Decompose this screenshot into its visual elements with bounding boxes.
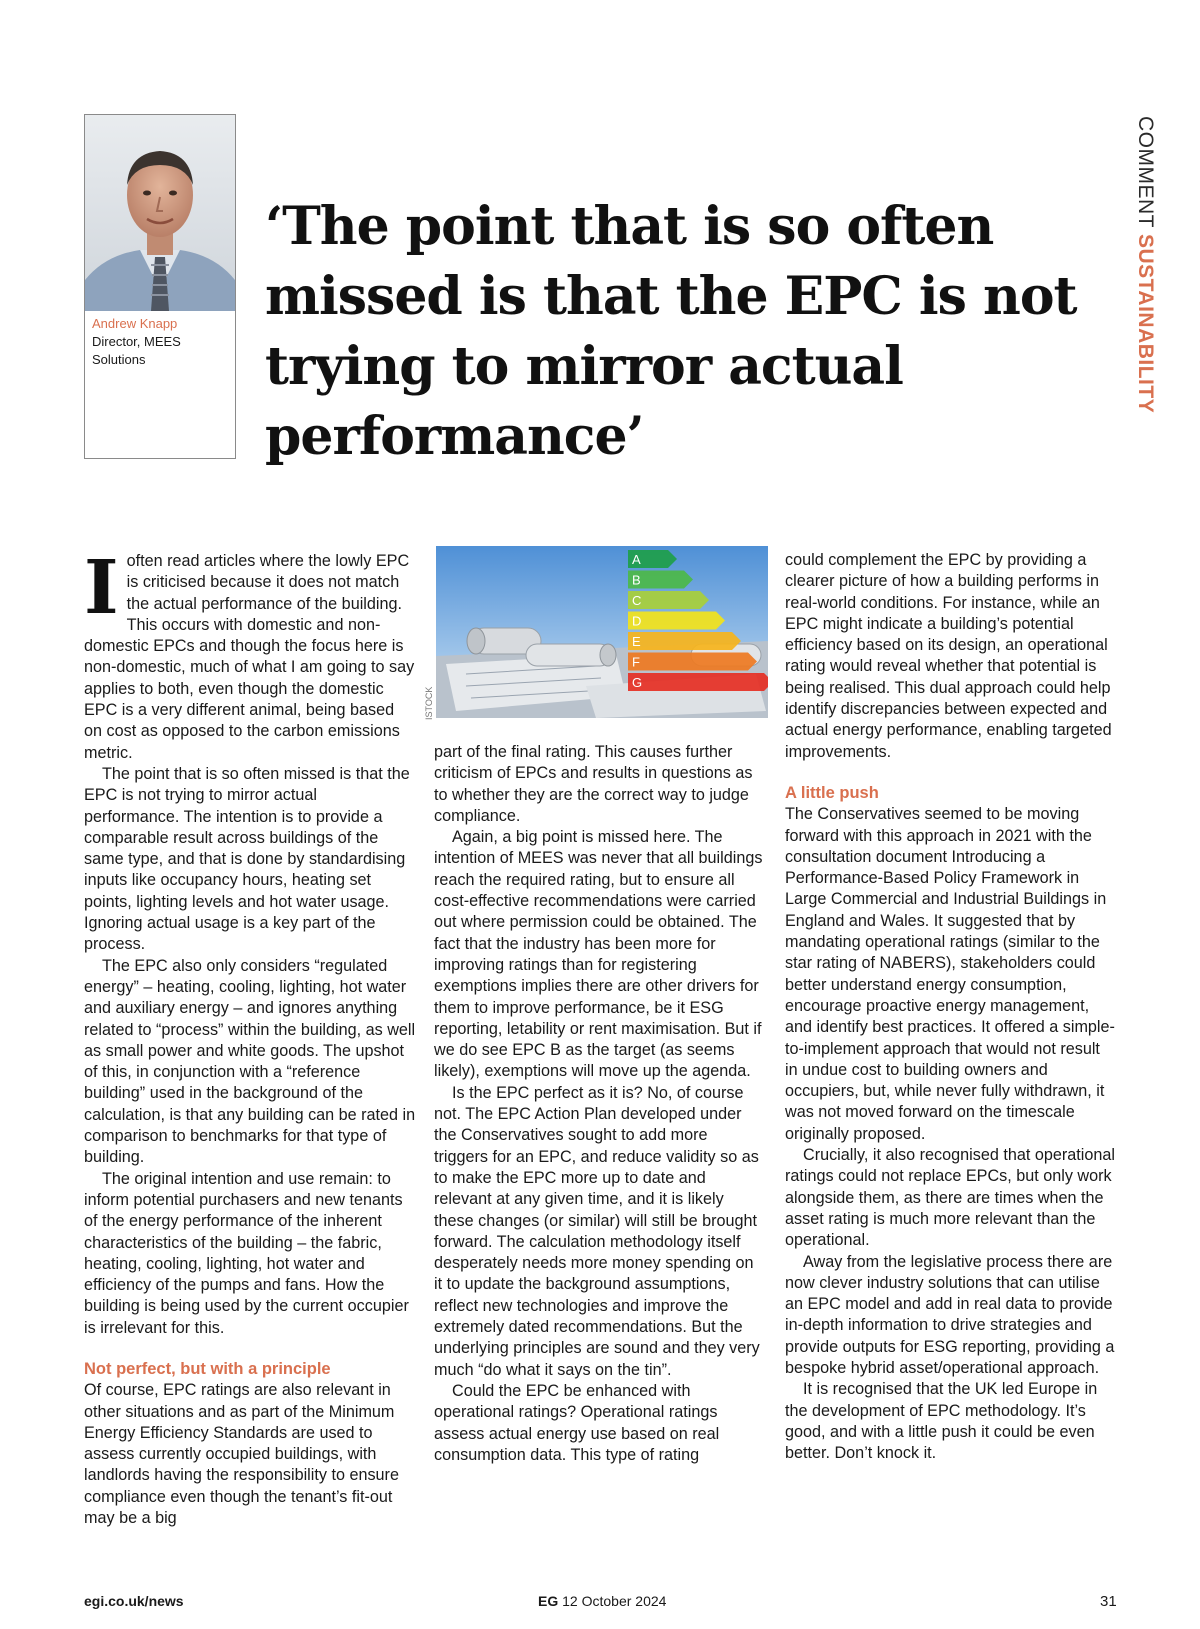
epc-bar-label-g: G: [632, 675, 643, 690]
paragraph: The original intention and use remain: to inform potential purchasers and new tenants of the energy performance of the inherent characteristics of the building – the fabric, heating, cooling, lighting, hot water and efficiency of the pumps and fans. How the building is being used by the current occupier is irrelevant for this.: [84, 1169, 409, 1337]
author-portrait: [85, 115, 235, 311]
drop-cap: I: [84, 545, 119, 631]
headline: ‘The point that is so often missed is that the EPC is not trying to mirror actual performance’: [265, 196, 1077, 467]
subheading: Not perfect, but with a principle: [84, 1359, 331, 1378]
article-column-2: [434, 742, 766, 1466]
footer-publication: EG: [538, 1593, 559, 1609]
epc-bar-label-e: E: [632, 634, 641, 649]
epc-bar-label-a: A: [632, 552, 641, 567]
section-tag: [1130, 116, 1160, 416]
epc-label-bars: [436, 546, 768, 718]
page-number: 31: [1100, 1593, 1117, 1610]
author-role: Director, MEES Solutions: [92, 334, 181, 367]
paragraph: Could the EPC be enhanced with operational ratings? Operational ratings assess actual energy use based on real consumption data. This type of rating: [434, 1381, 720, 1464]
article-photo: [436, 546, 768, 718]
paragraph: part of the final rating. This causes further criticism of EPCs and results in questions as to whether they are the correct way to judge compliance.: [434, 743, 753, 825]
photo-credit: [423, 680, 435, 720]
paragraph: The Conservatives seemed to be moving forward with this approach in 2021 with the consultation document Introducing a Performance-Based Policy Framework in Large Commercial and Industrial Buildings in England and Wales. It suggested that by mandating operational ratings (similar to the star rating of NABERS), stakeholders could better understand energy consumption, encourage proactive energy management, and identify best practices. It offered a simple-to-implement approach that would not result in undue cost to building owners and occupiers, but, while never fully withdrawn, it was not moved forward on the timescale originally proposed.: [785, 805, 1115, 1143]
footer-date: 12 October 2024: [562, 1593, 667, 1609]
article-column-3: [785, 550, 1117, 1464]
subheading: A little push: [785, 783, 879, 802]
epc-bar-d: [628, 612, 725, 630]
paragraph: Away from the legislative process there are now clever industry solutions that can utilise an EPC model and add in real data to provide in-depth information to drive strategies and provide outputs for ESG reporting, providing a bespoke hybrid asset/operational approach.: [785, 1252, 1115, 1377]
paragraph: It is recognised that the UK led Europe in the development of EPC methodology. It’s good, and with a little push it could be even better. Don’t knock it.: [785, 1380, 1098, 1463]
paragraph: The EPC also only considers “regulated energy” – heating, cooling, lighting, hot water and auxiliary energy – and ignores anything related to “process” within the building, as well as small power and white goods. The upshot of this, in conjunction with a “reference building” used in the background of the calculation, is that any building can be rated in comparison to benchmarks for that type of building.: [84, 956, 416, 1167]
epc-bar-label-c: C: [632, 593, 642, 608]
epc-bar-e: [628, 632, 741, 650]
epc-bar-label-f: F: [632, 654, 640, 670]
photo-credit-text: ISTOCK: [424, 686, 434, 720]
epc-bar-f: [628, 653, 757, 671]
paragraph: Of course, EPC ratings are also relevant in other situations and as part of the Minimum Energy Efficiency Standards are used to assess currently occupied buildings, with landlords having the responsibility to ensure compliance even though the tenant’s fit-out may be a big: [84, 1381, 399, 1528]
footer-url: egi.co.uk/news: [84, 1593, 184, 1609]
portrait-image: [85, 115, 235, 311]
epc-bar-label-b: B: [632, 572, 641, 588]
paragraph: The point that is so often missed is that the EPC is not trying to mirror actual performance. The intention is to provide a comparable result across buildings of the same type, and that is done by standardising inputs like occupancy hours, heating set points, lighting levels and hot water usage. Ignoring actual usage is a key part of the process.: [84, 764, 410, 954]
section-topic: SUSTAINABILITY: [1134, 233, 1157, 414]
author-name: Andrew Knapp: [92, 316, 178, 331]
paragraph: [84, 545, 416, 764]
author-box: [84, 114, 236, 459]
paragraph: Again, a big point is missed here. The intention of MEES was never that all buildings reach the required rating, but to ensure all cost-effective recommendations were carried out where permission could be obtained. The fact that the industry has been more for improving ratings than for registering exemptions implies there are other drivers for them to improve performance, be it ESG reporting, letability or rent maximisation. But if we do see EPC B as the target (as seems likely), exemptions will move up the agenda.: [434, 828, 763, 1081]
epc-bar-label-d: D: [632, 613, 642, 629]
epc-bar-g: [628, 673, 768, 691]
paragraph: could complement the EPC by providing a clearer picture of how a building performs in real-world conditions. For instance, while an EPC might indicate a building’s potential efficiency based on its design, an operational rating would reveal whether that potential is being realised. This dual approach could help identify discrepancies between expected and actual energy performance, enabling targeted improvements.: [785, 551, 1112, 761]
footer-issue: [538, 1593, 666, 1609]
section-category: COMMENT: [1134, 116, 1157, 228]
paragraph-text: often read articles where the lowly EPC is criticised because it does not match the actual performance of the building. This occurs with domestic and non-domestic EPCs and though the focus here is non-domestic, much of what I am going to say applies to both, even though the domestic EPC is a very different animal, being based on cost as opposed to the carbon emissions metric.: [84, 552, 415, 762]
paragraph: Is the EPC perfect as it is? No, of course not. The EPC Action Plan developed under the Conservatives sought to add more triggers for an EPC, and reduce validity so as to make the EPC more up to date and relevant at any given time, and it is likely these changes (or similar) will still be brought forward. The calculation methodology itself desperately needs more money spending on it to update the background assumptions, reflect new technologies and improve the extremely dated recommendations. But the underlying principles are sound and they very much “do what it says on the tin”.: [434, 1083, 760, 1379]
paragraph: Crucially, it also recognised that operational ratings could not replace EPCs, but only work alongside them, as there are times when the asset rating is much more relevant than the operational.: [785, 1146, 1115, 1250]
article-column-1: [84, 545, 416, 1529]
